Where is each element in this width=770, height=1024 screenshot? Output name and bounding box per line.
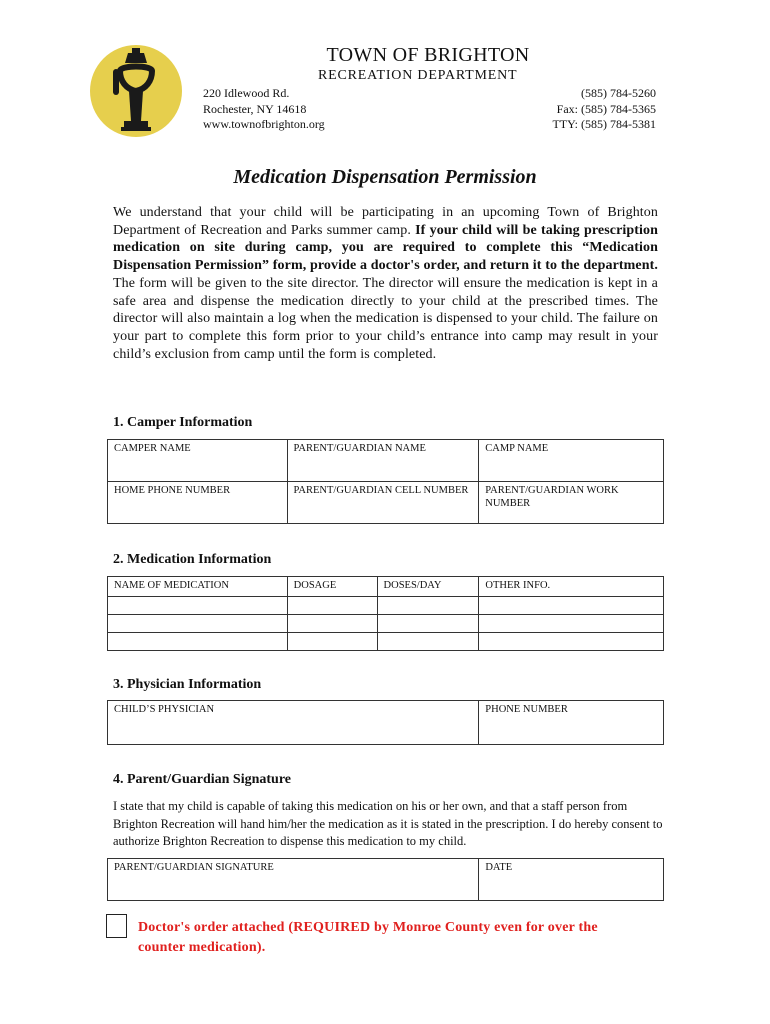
other-info-cell[interactable] [479, 632, 664, 650]
section-heading-signature: 4. Parent/Guardian Signature [113, 772, 292, 787]
medication-cell[interactable] [108, 596, 288, 614]
medication-row [108, 632, 664, 650]
guardian-name-field[interactable]: PARENT/GUARDIAN NAME [287, 440, 479, 482]
other-info-header: OTHER INFO. [479, 577, 664, 597]
physician-table [107, 700, 664, 745]
doses-cell[interactable] [377, 632, 479, 650]
guardian-cell-field[interactable]: PARENT/GUARDIAN CELL NUMBER [287, 482, 479, 524]
intro-paragraph [113, 204, 658, 363]
physician-phone-field[interactable]: PHONE NUMBER [479, 701, 664, 745]
doctor-order-label: Doctor's order attached (REQUIRED by Monroe County even for over the counter medication). [138, 920, 598, 955]
consent-statement: I state that my child is capable of taking this medication on his or her own, and that a staff person from Brighton Recreation will hand him/her the medication as it is stated in the prescription. I do hereby consent to authorize Brighton Recreation to dispense this medication to my child. [113, 799, 663, 848]
fax-line: Fax: (585) 784-5365 [556, 101, 656, 116]
section-heading-physician: 3. Physician Information [113, 677, 262, 692]
camper-info-table [107, 439, 664, 524]
dosage-cell[interactable] [287, 614, 377, 632]
section-heading-camper: 1. Camper Information [113, 415, 253, 430]
doses-cell[interactable] [377, 614, 479, 632]
other-info-cell[interactable] [479, 596, 664, 614]
medication-cell[interactable] [108, 632, 288, 650]
home-phone-field[interactable]: HOME PHONE NUMBER [108, 482, 288, 524]
medication-name-header: NAME OF MEDICATION [108, 577, 288, 597]
camper-name-field[interactable]: CAMPER NAME [108, 440, 288, 482]
intro-requirement: If your child will be taking prescription medication on site during camp, you are required to complete this “Medication Dispensation Permission” form, provide a doctor's order, and return it to the department. [113, 222, 658, 274]
section-heading-medication: 2. Medication Information [113, 552, 272, 567]
doctor-order-checkbox[interactable] [106, 914, 127, 938]
phone-block [552, 86, 656, 133]
website-link[interactable]: www.townofbrighton.org [203, 117, 325, 131]
date-field[interactable]: DATE [479, 859, 664, 901]
medication-cell[interactable] [108, 614, 288, 632]
tty-line: TTY: (585) 784-5381 [552, 117, 656, 131]
address-line: 220 Idlewood Rd. [203, 86, 290, 100]
doses-per-day-header: DOSES/DAY [377, 577, 479, 597]
address-block [203, 86, 325, 133]
signature-table [107, 858, 664, 901]
doses-cell[interactable] [377, 596, 479, 614]
other-info-cell[interactable] [479, 614, 664, 632]
medication-row [108, 596, 664, 614]
intro-text: We understand that your child will be participating in an upcoming Town of Brighton Department of Recreation and Parks summer camp. [113, 205, 658, 238]
org-name: TOWN OF BRIGHTON [326, 44, 530, 66]
guardian-work-field[interactable]: PARENT/GUARDIAN WORK NUMBER [479, 482, 664, 524]
dosage-header: DOSAGE [287, 577, 377, 597]
dosage-cell[interactable] [287, 632, 377, 650]
phone-line: (585) 784-5260 [581, 86, 656, 100]
physician-field[interactable]: CHILD’S PHYSICIAN [108, 701, 479, 745]
dosage-cell[interactable] [287, 596, 377, 614]
address-line: Rochester, NY 14618 [203, 101, 307, 116]
medication-row [108, 614, 664, 632]
department-name: RECREATION DEPARTMENT [318, 68, 518, 83]
intro-text-continued: The form will be given to the site director. The director will ensure the medication is kept in a safe area and dispense the medication directly to your child at the prescribed times. The director will also maintain a log when the medication is dispensed to your child. The failure on your part to complete this form prior to your child’s entrance into camp may result in your child’s exclusion from camp until the form is completed. [113, 275, 658, 362]
camp-name-field[interactable]: CAMP NAME [479, 440, 664, 482]
document-title: Medication Dispensation Permission [233, 166, 537, 188]
signature-field[interactable]: PARENT/GUARDIAN SIGNATURE [108, 859, 479, 901]
medication-table [107, 576, 664, 651]
